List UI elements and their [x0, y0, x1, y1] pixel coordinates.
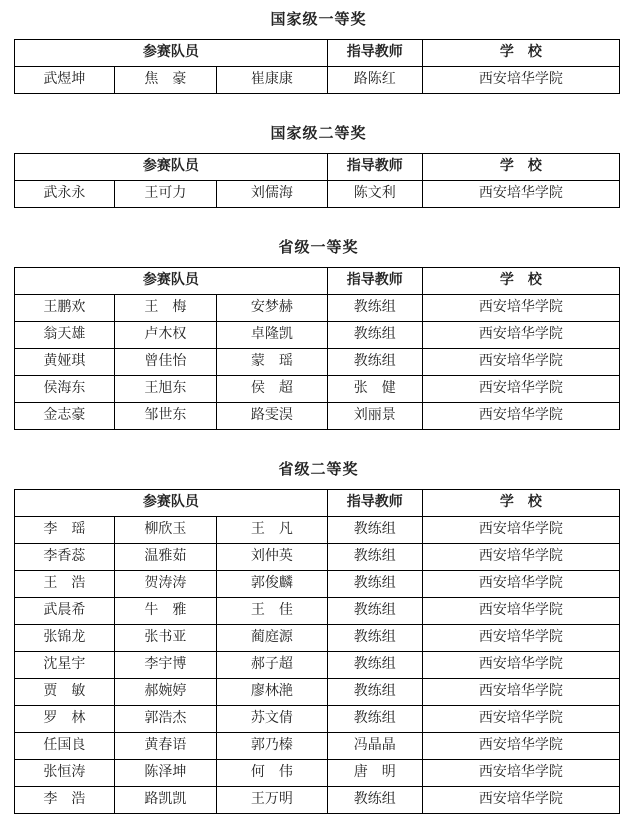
table-row	[15, 760, 620, 787]
member3-cell: 廖林滟	[217, 679, 328, 706]
member2-cell: 郭浩杰	[114, 706, 216, 733]
school-cell: 西安培华学院	[422, 760, 619, 787]
school-cell: 西安培华学院	[422, 403, 619, 430]
member1-cell: 贾 敏	[15, 679, 115, 706]
teacher-cell: 教练组	[327, 625, 422, 652]
member1-cell: 李 瑶	[15, 517, 115, 544]
teacher-cell: 教练组	[327, 349, 422, 376]
award-section	[0, 10, 637, 94]
table-row	[15, 67, 620, 94]
member1-cell: 侯海东	[15, 376, 115, 403]
teacher-cell: 教练组	[327, 787, 422, 814]
table-title: 国家级一等奖	[270, 12, 367, 28]
award-table	[14, 39, 620, 94]
member2-cell: 温雅茹	[114, 544, 216, 571]
member2-cell: 王旭东	[114, 376, 216, 403]
teacher-header: 指导教师	[327, 490, 422, 517]
teacher-cell: 教练组	[327, 652, 422, 679]
table-row	[15, 625, 620, 652]
table-row	[15, 679, 620, 706]
school-cell: 西安培华学院	[422, 625, 619, 652]
table-row	[15, 571, 620, 598]
school-header: 学 校	[422, 490, 619, 517]
school-cell: 西安培华学院	[422, 349, 619, 376]
teacher-cell: 教练组	[327, 706, 422, 733]
member1-cell: 张锦龙	[15, 625, 115, 652]
school-cell: 西安培华学院	[422, 706, 619, 733]
member2-cell: 曾佳怡	[114, 349, 216, 376]
table-row	[15, 598, 620, 625]
member3-cell: 蔺庭源	[217, 625, 328, 652]
member2-cell: 王 梅	[114, 295, 216, 322]
member2-cell: 路凯凯	[114, 787, 216, 814]
member3-cell: 郝子超	[217, 652, 328, 679]
school-header: 学 校	[422, 268, 619, 295]
teacher-cell: 教练组	[327, 598, 422, 625]
member1-cell: 王鹏欢	[15, 295, 115, 322]
school-cell: 西安培华学院	[422, 652, 619, 679]
teacher-cell: 教练组	[327, 322, 422, 349]
teacher-cell: 张 健	[327, 376, 422, 403]
teacher-cell: 唐 明	[327, 760, 422, 787]
table-row	[15, 517, 620, 544]
member2-cell: 黄春语	[114, 733, 216, 760]
table-row	[15, 403, 620, 430]
member3-cell: 卓隆凯	[217, 322, 328, 349]
table-row	[15, 322, 620, 349]
members-header: 参赛队员	[15, 40, 328, 67]
members-header: 参赛队员	[15, 154, 328, 181]
member3-cell: 苏文倩	[217, 706, 328, 733]
school-cell: 西安培华学院	[422, 733, 619, 760]
award-section	[0, 460, 637, 814]
member3-cell: 蒙 瑶	[217, 349, 328, 376]
school-cell: 西安培华学院	[422, 517, 619, 544]
member3-cell: 路雯淏	[217, 403, 328, 430]
award-section	[0, 238, 637, 430]
teacher-cell: 教练组	[327, 679, 422, 706]
award-section	[0, 124, 637, 208]
member2-cell: 柳欣玉	[114, 517, 216, 544]
school-header: 学 校	[422, 154, 619, 181]
member2-cell: 陈泽坤	[114, 760, 216, 787]
members-header: 参赛队员	[15, 490, 328, 517]
header-row	[15, 40, 620, 67]
award-table	[14, 267, 620, 430]
table-row	[15, 733, 620, 760]
member2-cell: 卢木权	[114, 322, 216, 349]
member2-cell: 王可力	[114, 181, 216, 208]
table-row	[15, 295, 620, 322]
member1-cell: 武永永	[15, 181, 115, 208]
teacher-cell: 教练组	[327, 571, 422, 598]
member3-cell: 安梦赫	[217, 295, 328, 322]
member3-cell: 王 凡	[217, 517, 328, 544]
table-title: 省级二等奖	[278, 462, 359, 478]
header-row	[15, 268, 620, 295]
member2-cell: 郝婉婷	[114, 679, 216, 706]
teacher-cell: 刘丽景	[327, 403, 422, 430]
member2-cell: 李宇博	[114, 652, 216, 679]
table-row	[15, 787, 620, 814]
member1-cell: 武晨希	[15, 598, 115, 625]
table-title: 国家级二等奖	[270, 126, 367, 142]
school-cell: 西安培华学院	[422, 598, 619, 625]
school-cell: 西安培华学院	[422, 322, 619, 349]
teacher-cell: 路陈红	[327, 67, 422, 94]
header-row	[15, 490, 620, 517]
award-sections	[0, 10, 637, 814]
award-table	[14, 489, 620, 814]
member1-cell: 张恒涛	[15, 760, 115, 787]
teacher-cell: 教练组	[327, 295, 422, 322]
teacher-header: 指导教师	[327, 40, 422, 67]
members-header: 参赛队员	[15, 268, 328, 295]
member2-cell: 邹世东	[114, 403, 216, 430]
member2-cell: 贺涛涛	[114, 571, 216, 598]
member3-cell: 郭俊麟	[217, 571, 328, 598]
table-row	[15, 544, 620, 571]
school-cell: 西安培华学院	[422, 544, 619, 571]
member3-cell: 刘儒海	[217, 181, 328, 208]
member1-cell: 罗 林	[15, 706, 115, 733]
member1-cell: 李香蕊	[15, 544, 115, 571]
member2-cell: 牛 雅	[114, 598, 216, 625]
header-row	[15, 154, 620, 181]
member1-cell: 王 浩	[15, 571, 115, 598]
table-row	[15, 652, 620, 679]
member1-cell: 李 浩	[15, 787, 115, 814]
member2-cell: 张书亚	[114, 625, 216, 652]
teacher-cell: 陈文利	[327, 181, 422, 208]
member3-cell: 侯 超	[217, 376, 328, 403]
school-cell: 西安培华学院	[422, 679, 619, 706]
member1-cell: 黄娅琪	[15, 349, 115, 376]
member1-cell: 沈星宇	[15, 652, 115, 679]
teacher-cell: 教练组	[327, 517, 422, 544]
member1-cell: 翁天雄	[15, 322, 115, 349]
school-cell: 西安培华学院	[422, 181, 619, 208]
school-header: 学 校	[422, 40, 619, 67]
school-cell: 西安培华学院	[422, 787, 619, 814]
member3-cell: 王万明	[217, 787, 328, 814]
table-row	[15, 181, 620, 208]
member2-cell: 焦 豪	[114, 67, 216, 94]
school-cell: 西安培华学院	[422, 295, 619, 322]
member1-cell: 武煜坤	[15, 67, 115, 94]
member1-cell: 任国良	[15, 733, 115, 760]
table-row	[15, 376, 620, 403]
member3-cell: 何 伟	[217, 760, 328, 787]
school-cell: 西安培华学院	[422, 67, 619, 94]
member3-cell: 郭乃榛	[217, 733, 328, 760]
school-cell: 西安培华学院	[422, 376, 619, 403]
member3-cell: 王 佳	[217, 598, 328, 625]
teacher-cell: 教练组	[327, 544, 422, 571]
member1-cell: 金志豪	[15, 403, 115, 430]
teacher-header: 指导教师	[327, 268, 422, 295]
table-row	[15, 706, 620, 733]
table-row	[15, 349, 620, 376]
school-cell: 西安培华学院	[422, 571, 619, 598]
table-title: 省级一等奖	[278, 240, 359, 256]
member3-cell: 崔康康	[217, 67, 328, 94]
teacher-header: 指导教师	[327, 154, 422, 181]
teacher-cell: 冯晶晶	[327, 733, 422, 760]
award-table	[14, 153, 620, 208]
member3-cell: 刘仲英	[217, 544, 328, 571]
